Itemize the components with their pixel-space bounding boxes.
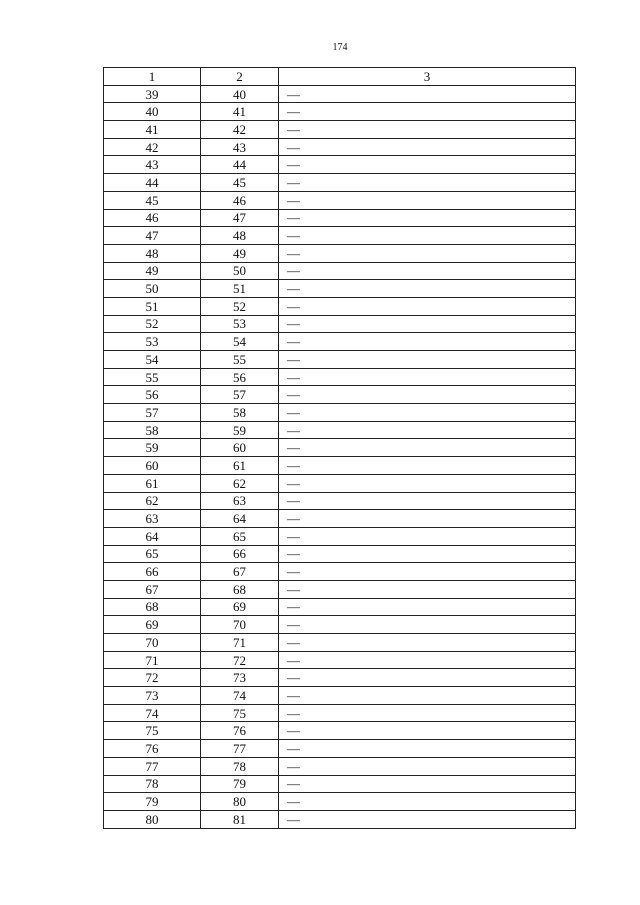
table-cell-col3: — (279, 793, 576, 811)
table-row (104, 793, 576, 811)
table-cell-col2: 78 (201, 757, 279, 775)
table-cell-col2: 46 (201, 191, 279, 209)
table-cell-col2: 54 (201, 333, 279, 351)
table-cell-col3: — (279, 227, 576, 245)
table-cell-col2: 53 (201, 315, 279, 333)
table-cell-col3: — (279, 510, 576, 528)
table-cell-col2: 41 (201, 103, 279, 121)
table-cell-col1: 72 (104, 669, 201, 687)
table-cell-col2: 72 (201, 651, 279, 669)
column-header-1: 1 (104, 68, 201, 86)
table-cell-col2: 56 (201, 368, 279, 386)
table-cell-col2: 40 (201, 85, 279, 103)
table-cell-col3: — (279, 244, 576, 262)
table-cell-col2: 67 (201, 563, 279, 581)
table-cell-col1: 45 (104, 191, 201, 209)
table-cell-col1: 63 (104, 510, 201, 528)
table-cell-col1: 62 (104, 492, 201, 510)
table-cell-col1: 55 (104, 368, 201, 386)
table-cell-col3: — (279, 368, 576, 386)
table-row (104, 262, 576, 280)
table-cell-col1: 61 (104, 474, 201, 492)
table-row (104, 421, 576, 439)
table-cell-col1: 69 (104, 616, 201, 634)
table-cell-col1: 64 (104, 527, 201, 545)
table-cell-col2: 70 (201, 616, 279, 634)
table-row (104, 138, 576, 156)
table-row (104, 351, 576, 369)
table-cell-col2: 79 (201, 775, 279, 793)
table-cell-col1: 68 (104, 598, 201, 616)
table-cell-col3: — (279, 439, 576, 457)
table-cell-col3: — (279, 757, 576, 775)
table-cell-col2: 60 (201, 439, 279, 457)
table-row (104, 651, 576, 669)
table-cell-col3: — (279, 138, 576, 156)
table-cell-col2: 65 (201, 527, 279, 545)
table-cell-col2: 55 (201, 351, 279, 369)
table-cell-col2: 57 (201, 386, 279, 404)
table-row (104, 457, 576, 475)
table-cell-col1: 77 (104, 757, 201, 775)
table-cell-col3: — (279, 651, 576, 669)
table-cell-col3: — (279, 704, 576, 722)
table-cell-col3: — (279, 563, 576, 581)
table-cell-col3: — (279, 121, 576, 139)
table-row (104, 545, 576, 563)
table-row (104, 687, 576, 705)
table-cell-col2: 52 (201, 297, 279, 315)
table-cell-col3: — (279, 740, 576, 758)
column-header-2: 2 (201, 68, 279, 86)
table-cell-col3: — (279, 209, 576, 227)
table-cell-col2: 59 (201, 421, 279, 439)
table-cell-col2: 73 (201, 669, 279, 687)
table-cell-col2: 61 (201, 457, 279, 475)
table-cell-col1: 50 (104, 280, 201, 298)
table-cell-col3: — (279, 457, 576, 475)
table-row (104, 209, 576, 227)
table-cell-col3: — (279, 545, 576, 563)
table-cell-col3: — (279, 580, 576, 598)
table-row (104, 280, 576, 298)
table-cell-col3: — (279, 386, 576, 404)
table-cell-col1: 78 (104, 775, 201, 793)
table-cell-col3: — (279, 634, 576, 652)
table-cell-col2: 64 (201, 510, 279, 528)
table-cell-col2: 42 (201, 121, 279, 139)
table-cell-col1: 51 (104, 297, 201, 315)
table-cell-col3: — (279, 421, 576, 439)
table-cell-col1: 41 (104, 121, 201, 139)
table-row (104, 634, 576, 652)
table-cell-col3: — (279, 156, 576, 174)
table-cell-col3: — (279, 103, 576, 121)
table-row (104, 510, 576, 528)
table-cell-col2: 49 (201, 244, 279, 262)
table-cell-col2: 80 (201, 793, 279, 811)
table-cell-col3: — (279, 669, 576, 687)
page-number: 174 (332, 42, 348, 53)
table-row (104, 704, 576, 722)
table-row (104, 580, 576, 598)
table-cell-col3: — (279, 351, 576, 369)
table-row (104, 315, 576, 333)
table-row (104, 474, 576, 492)
table-cell-col1: 70 (104, 634, 201, 652)
table-cell-col1: 74 (104, 704, 201, 722)
table-cell-col1: 47 (104, 227, 201, 245)
table-row (104, 616, 576, 634)
table-cell-col3: — (279, 810, 576, 828)
table-cell-col1: 54 (104, 351, 201, 369)
table-cell-col3: — (279, 404, 576, 422)
table-row (104, 174, 576, 192)
table-cell-col1: 59 (104, 439, 201, 457)
table-cell-col2: 48 (201, 227, 279, 245)
column-header-3: 3 (279, 68, 576, 86)
table-row (104, 492, 576, 510)
table-cell-col2: 77 (201, 740, 279, 758)
table-row (104, 757, 576, 775)
table-cell-col1: 43 (104, 156, 201, 174)
table-cell-col3: — (279, 775, 576, 793)
table-row (104, 740, 576, 758)
table-cell-col3: — (279, 687, 576, 705)
table-cell-col3: — (279, 527, 576, 545)
table-cell-col2: 44 (201, 156, 279, 174)
table-cell-col1: 75 (104, 722, 201, 740)
table-row (104, 297, 576, 315)
table-cell-col1: 60 (104, 457, 201, 475)
table-cell-col3: — (279, 722, 576, 740)
table-cell-col2: 62 (201, 474, 279, 492)
table-cell-col2: 50 (201, 262, 279, 280)
table-cell-col2: 76 (201, 722, 279, 740)
table-cell-col1: 48 (104, 244, 201, 262)
table-cell-col1: 40 (104, 103, 201, 121)
table-row (104, 386, 576, 404)
table-row (104, 722, 576, 740)
table-cell-col1: 44 (104, 174, 201, 192)
table-row (104, 404, 576, 422)
table-cell-col3: — (279, 492, 576, 510)
table-cell-col3: — (279, 85, 576, 103)
table-cell-col2: 63 (201, 492, 279, 510)
table-cell-col2: 58 (201, 404, 279, 422)
table-cell-col3: — (279, 616, 576, 634)
table-header-row (104, 68, 576, 86)
table-cell-col3: — (279, 315, 576, 333)
table-cell-col1: 76 (104, 740, 201, 758)
table-row (104, 121, 576, 139)
table-cell-col1: 80 (104, 810, 201, 828)
table-row (104, 669, 576, 687)
table-cell-col3: — (279, 297, 576, 315)
table-row (104, 775, 576, 793)
table-row (104, 156, 576, 174)
table-row (104, 191, 576, 209)
table-cell-col2: 66 (201, 545, 279, 563)
table-row (104, 563, 576, 581)
table-cell-col1: 39 (104, 85, 201, 103)
data-table (103, 67, 576, 829)
table-cell-col1: 71 (104, 651, 201, 669)
table-row (104, 598, 576, 616)
table-cell-col3: — (279, 333, 576, 351)
table-row (104, 227, 576, 245)
table-cell-col2: 47 (201, 209, 279, 227)
table-cell-col1: 56 (104, 386, 201, 404)
table-cell-col2: 51 (201, 280, 279, 298)
table-cell-col2: 45 (201, 174, 279, 192)
table-cell-col1: 49 (104, 262, 201, 280)
table-cell-col1: 79 (104, 793, 201, 811)
table-row (104, 333, 576, 351)
table-cell-col2: 68 (201, 580, 279, 598)
table-cell-col3: — (279, 474, 576, 492)
table-cell-col1: 66 (104, 563, 201, 581)
table-row (104, 439, 576, 457)
table-cell-col3: — (279, 174, 576, 192)
table-cell-col1: 73 (104, 687, 201, 705)
table-cell-col3: — (279, 598, 576, 616)
table-cell-col2: 43 (201, 138, 279, 156)
table-cell-col1: 57 (104, 404, 201, 422)
table-row (104, 368, 576, 386)
table-row (104, 244, 576, 262)
table-cell-col2: 81 (201, 810, 279, 828)
table-cell-col1: 53 (104, 333, 201, 351)
table-cell-col2: 69 (201, 598, 279, 616)
table-cell-col1: 52 (104, 315, 201, 333)
table-cell-col3: — (279, 191, 576, 209)
table-row (104, 810, 576, 828)
table-cell-col3: — (279, 262, 576, 280)
table-cell-col1: 42 (104, 138, 201, 156)
table-cell-col2: 75 (201, 704, 279, 722)
table-cell-col1: 65 (104, 545, 201, 563)
table-row (104, 527, 576, 545)
table-cell-col1: 67 (104, 580, 201, 598)
table-cell-col1: 46 (104, 209, 201, 227)
table-cell-col2: 71 (201, 634, 279, 652)
table-cell-col2: 74 (201, 687, 279, 705)
table-row (104, 85, 576, 103)
table-cell-col3: — (279, 280, 576, 298)
table-row (104, 103, 576, 121)
table-cell-col1: 58 (104, 421, 201, 439)
